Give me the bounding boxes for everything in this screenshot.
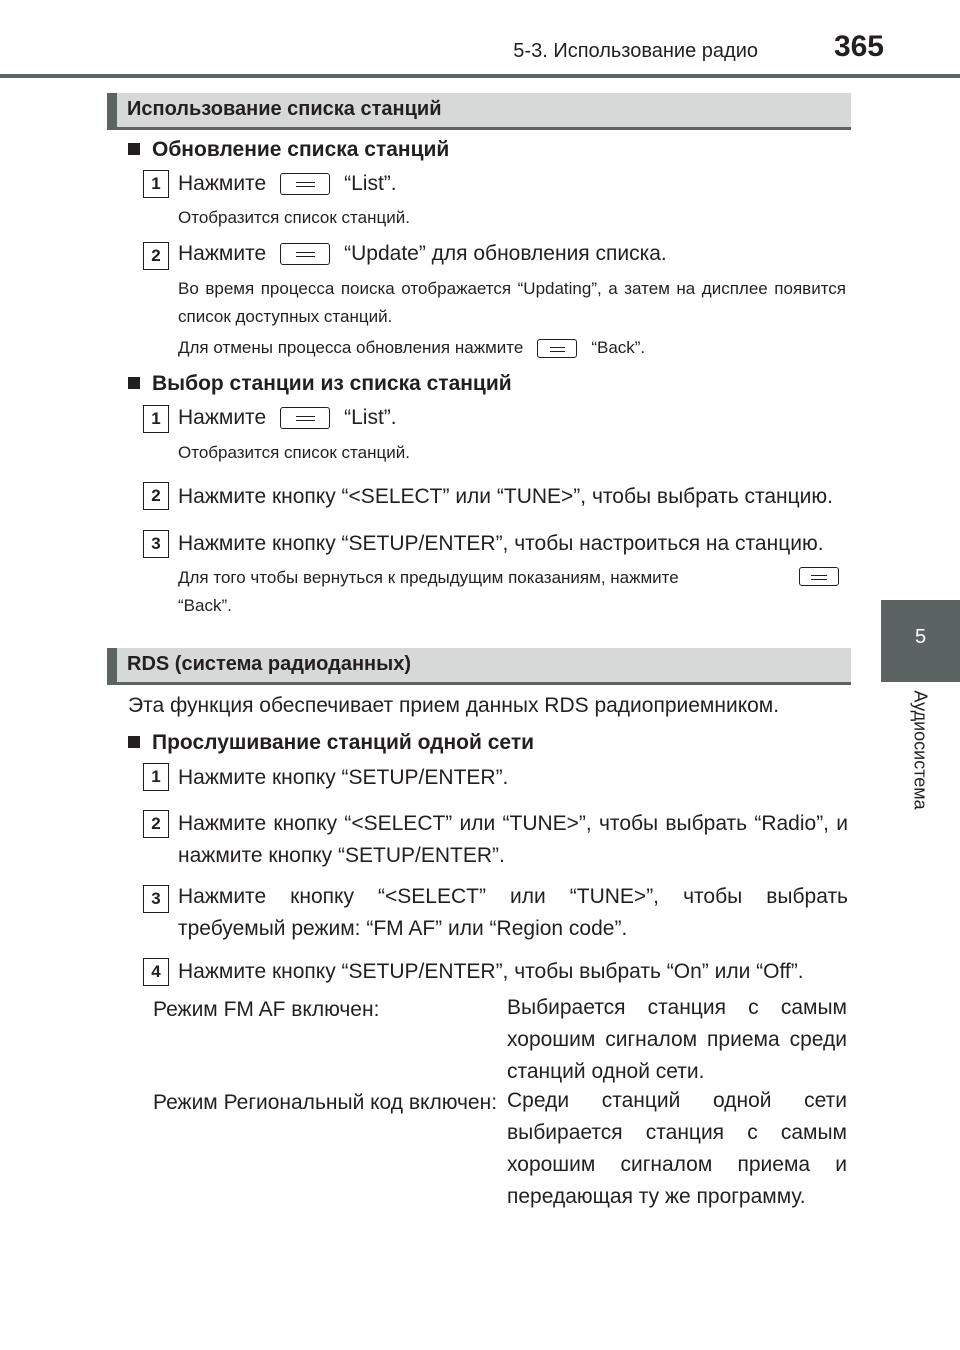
- step-note-cancel: [178, 334, 846, 362]
- step-text: [178, 168, 848, 200]
- header-rule: [0, 74, 960, 78]
- step-number: 3: [143, 530, 169, 558]
- step-note: Отобразится список станций.: [178, 208, 410, 227]
- mode-label: Режим FM AF включен:: [153, 998, 380, 1021]
- step-text-pre: Нажмите: [178, 172, 267, 195]
- back-button-icon: [537, 339, 577, 358]
- step-number: 1: [143, 170, 169, 198]
- step-note: Для того чтобы вернуться к предыдущим показаниям, нажмите: [178, 568, 679, 587]
- back-button-icon: [799, 567, 839, 586]
- step-text-post: “Update” для обновления списка.: [344, 242, 667, 265]
- page-number: 365: [833, 30, 884, 63]
- step-note-tail: “Back”.: [178, 596, 232, 615]
- chapter-title-vertical: Аудиосистема: [910, 690, 931, 810]
- step-text: Нажмите кнопку “<SELECT” или “TUNE>”, чтобы выбрать требуемый режим: “FM AF” или “Region code”.: [178, 885, 848, 940]
- step-text: Нажмите кнопку “<SELECT” или “TUNE>”, чтобы выбрать “Radio”, и нажмите кнопку “SETUP/ENTER”.: [178, 812, 848, 867]
- running-header-section: 5-3. Использование радио: [513, 40, 758, 62]
- square-bullet-icon: [128, 143, 140, 155]
- square-bullet-icon: [128, 377, 140, 389]
- step-text: [178, 238, 848, 270]
- step-number: 1: [143, 405, 169, 433]
- subheading-update-list: [128, 138, 449, 162]
- section-heading-bar: [107, 93, 117, 127]
- rds-intro: Эта функция обеспечивает прием данных RDS радиоприемником.: [128, 694, 780, 717]
- section-heading-bar: [107, 648, 117, 682]
- section-heading-text: RDS (система радиоданных): [127, 653, 411, 675]
- section-heading-rds: [107, 648, 851, 685]
- step-number: 4: [143, 958, 169, 986]
- step-text-pre: Нажмите: [178, 242, 267, 265]
- step-number: 2: [143, 810, 169, 838]
- mode-description: Среди станций одной сети выбирается станция с самым хорошим сигналом приема и передающая ту же программу.: [507, 1089, 847, 1208]
- screen-button-icon: [280, 243, 330, 265]
- step-text: Нажмите кнопку “<SELECT” или “TUNE>”, чтобы выбрать станцию.: [178, 485, 833, 508]
- screen-button-icon: [280, 173, 330, 195]
- square-bullet-icon: [128, 736, 140, 748]
- subheading-network: [128, 731, 534, 755]
- section-heading-text: Использование списка станций: [127, 98, 442, 120]
- step-text-pre: Нажмите: [178, 406, 267, 429]
- step-text: Нажмите кнопку “SETUP/ENTER”.: [178, 766, 509, 789]
- section-heading-station-list: [107, 93, 851, 130]
- step-number: 1: [143, 763, 169, 791]
- step-number: 3: [143, 885, 169, 913]
- subheading-text: Обновление списка станций: [152, 138, 450, 161]
- step-note: Во время процесса поиска отображается “Updating”, а затем на дисплее появится список доступных станций.: [178, 279, 846, 326]
- subheading-select-station: [128, 372, 512, 396]
- note-text-pre: Для отмены процесса обновления нажмите: [178, 338, 524, 357]
- subheading-text: Прослушивание станций одной сети: [152, 731, 535, 754]
- mode-description: Выбирается станция с самым хорошим сигналом приема среди станций одной сети.: [507, 996, 847, 1083]
- step-number: 2: [143, 242, 169, 270]
- chapter-tab: [881, 600, 960, 682]
- note-text-post: “Back”.: [591, 338, 646, 357]
- step-note: Отобразится список станций.: [178, 443, 410, 462]
- step-text-post: “List”.: [344, 172, 397, 195]
- step-text-post: “List”.: [344, 406, 397, 429]
- step-text: [178, 402, 848, 434]
- mode-label: Режим Региональный код включен:: [153, 1091, 498, 1114]
- step-text: Нажмите кнопку “SETUP/ENTER”, чтобы выбрать “On” или “Off”.: [178, 960, 804, 983]
- subheading-text: Выбор станции из списка станций: [152, 372, 512, 395]
- step-text: Нажмите кнопку “SETUP/ENTER”, чтобы настроиться на станцию.: [178, 532, 824, 555]
- chapter-number: 5: [914, 626, 927, 648]
- step-number: 2: [143, 482, 169, 510]
- screen-button-icon: [280, 407, 330, 429]
